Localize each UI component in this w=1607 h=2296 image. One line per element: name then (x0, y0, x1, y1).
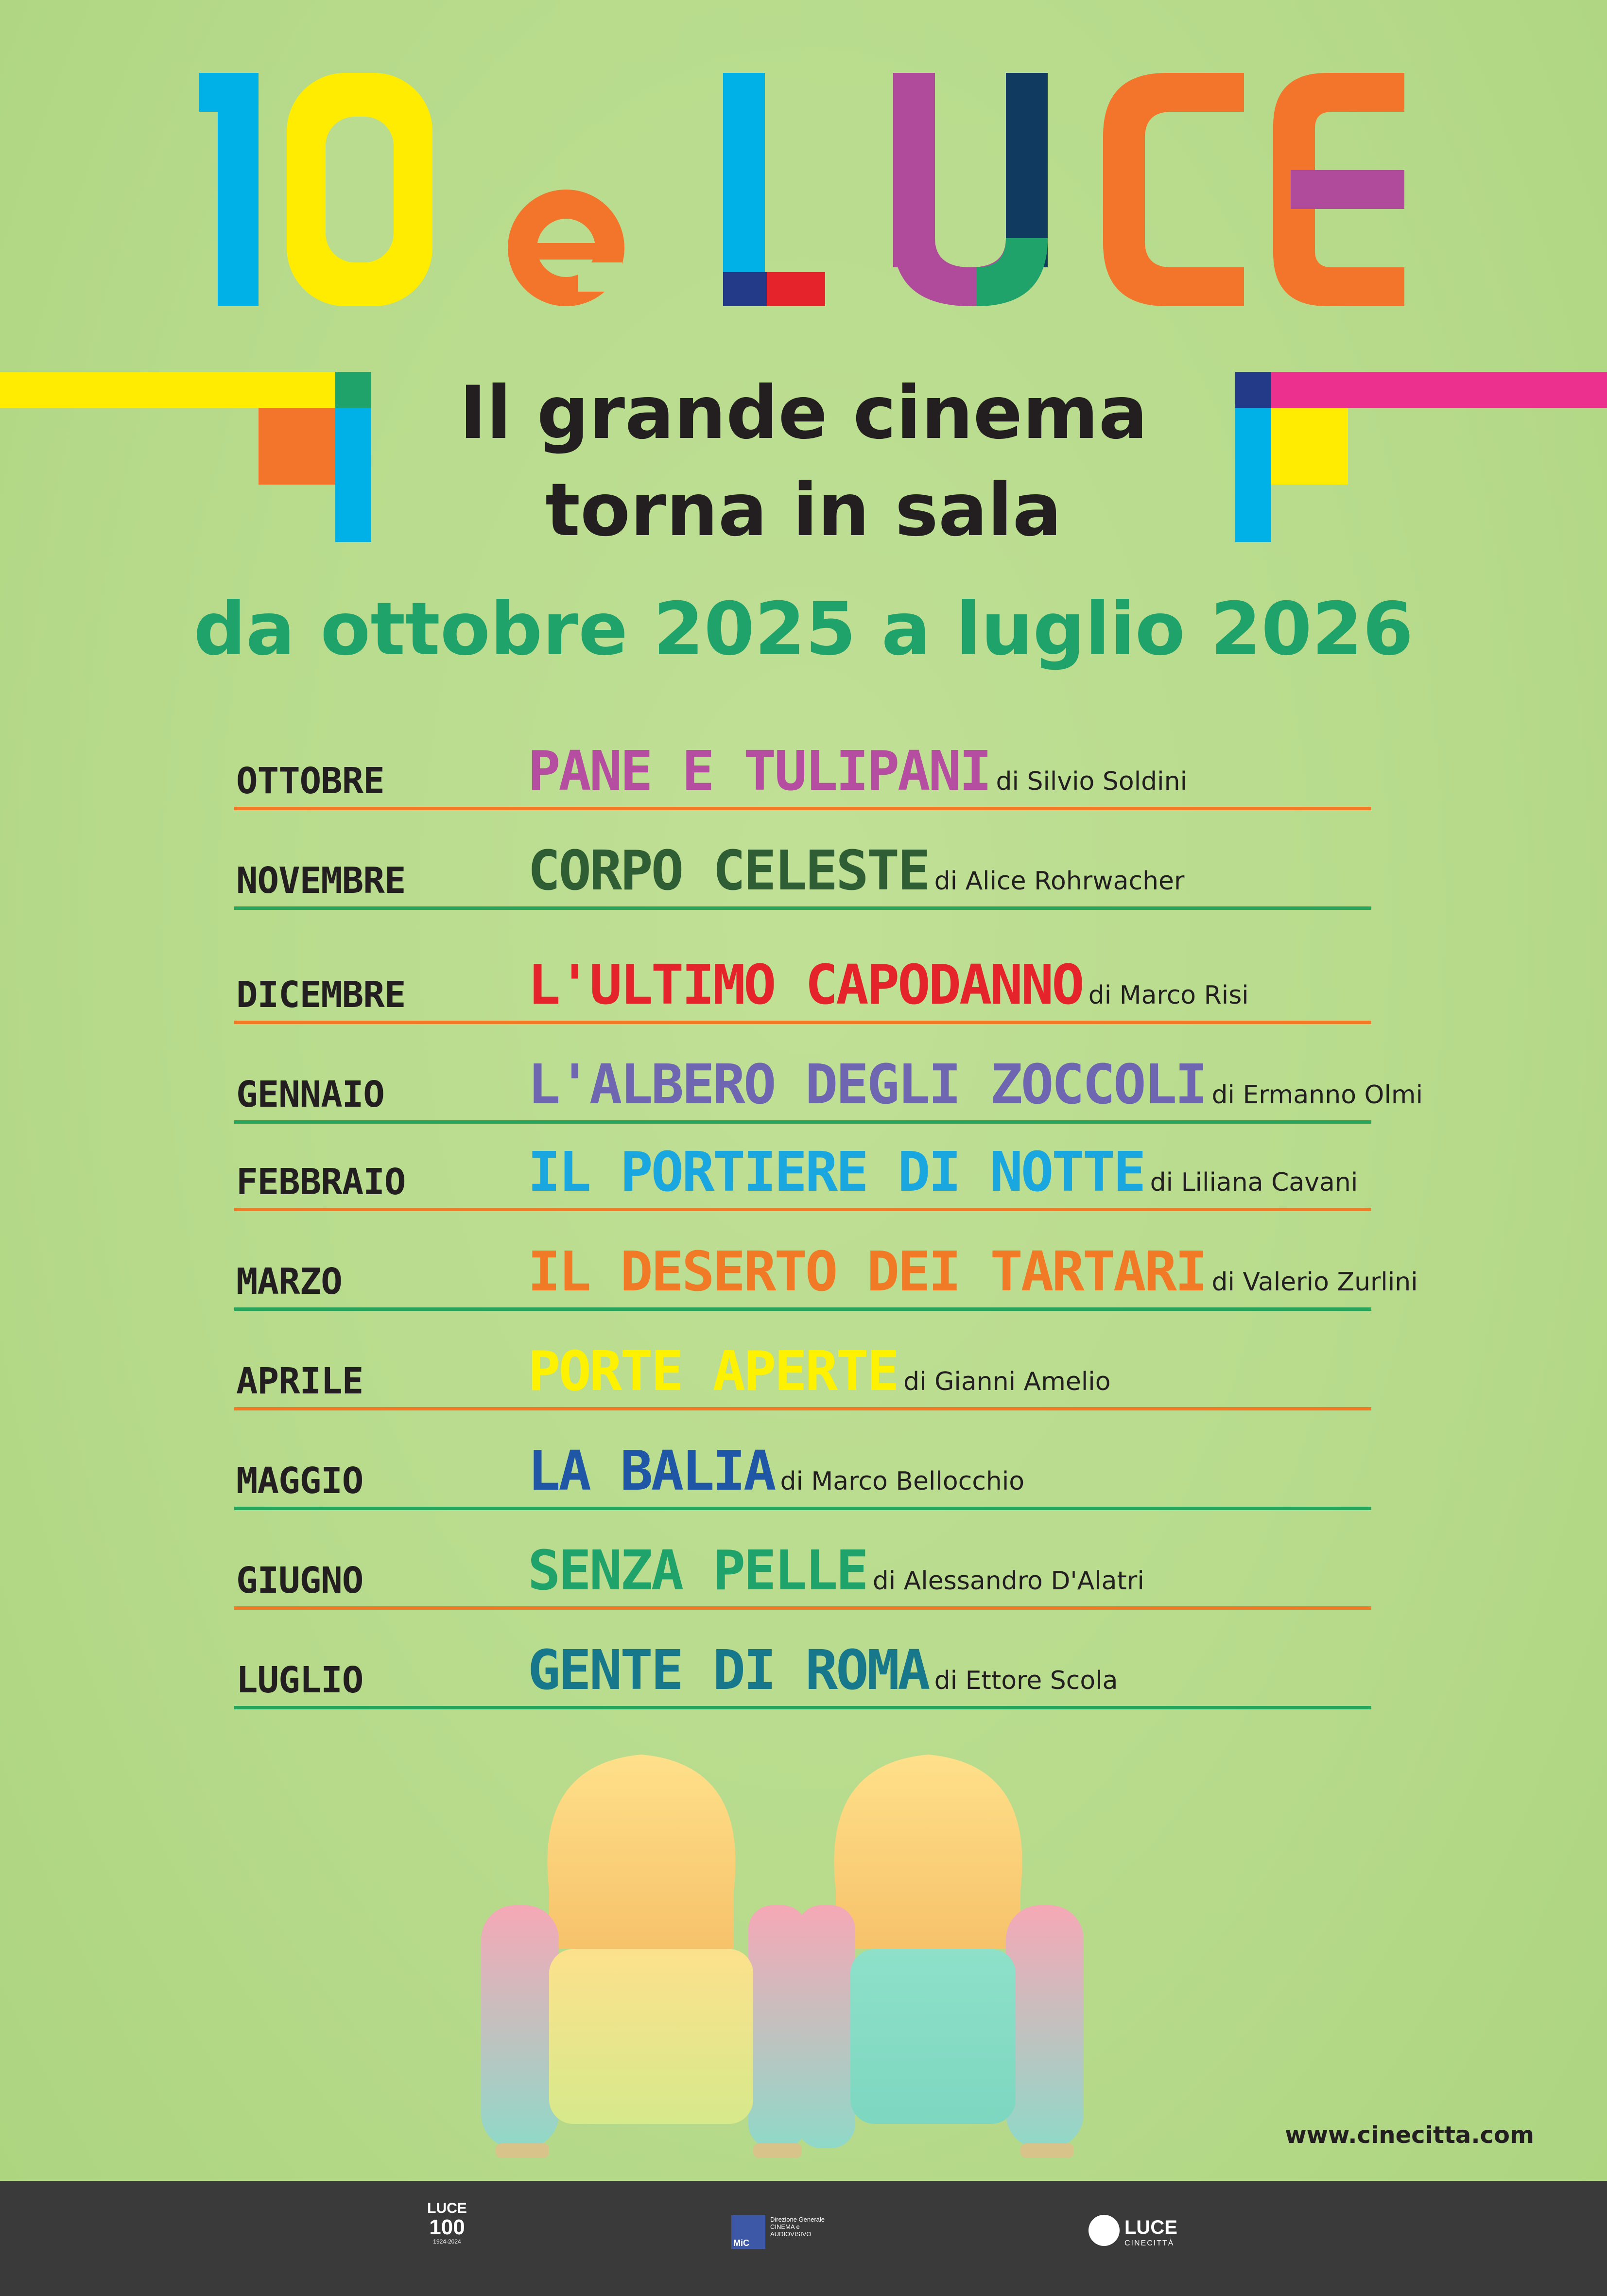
program-film (528, 1639, 1118, 1702)
subtitle-line-2: torna in sala (545, 468, 1062, 553)
program-film (528, 839, 1184, 903)
program-row (234, 839, 1371, 910)
program-film (528, 1141, 1358, 1204)
program-row (234, 1141, 1371, 1211)
program-month: GIUGNO (236, 1560, 363, 1601)
film-title: GENTE DI ROMA (528, 1639, 929, 1702)
film-title: IL PORTIERE DI NOTTE (528, 1141, 1144, 1204)
film-director: di Alessandro D'Alatri (872, 1566, 1144, 1596)
program-row (234, 1340, 1371, 1410)
main-title (0, 63, 1607, 326)
luce-cinecitta-name: LUCE (1124, 2217, 1177, 2238)
luce-100-name: LUCE (427, 2200, 467, 2216)
film-director: di Alice Rohrwacher (934, 867, 1185, 896)
film-title: PORTE APERTE (528, 1340, 898, 1403)
film-title: PANE E TULIPANI (528, 740, 990, 803)
film-director: di Valerio Zurlini (1211, 1268, 1418, 1297)
right-seat-cushion (850, 1949, 1016, 2124)
middle-armrest-right (797, 1905, 855, 2148)
mic-brand: MiC (733, 2238, 749, 2248)
program-row (234, 1639, 1371, 1709)
program-month: NOVEMBRE (236, 860, 406, 902)
subtitle-line-1: Il grande cinema (459, 371, 1148, 455)
film-title: L'ALBERO DEGLI ZOCCOLI (528, 1053, 1206, 1116)
luce-cinecitta-emblem (1089, 2215, 1120, 2246)
program-month: MARZO (236, 1261, 342, 1303)
date-range: da ottobre 2025 a luglio 2026 (193, 587, 1414, 672)
left-seat-cushion (549, 1949, 753, 2124)
left-armrest (481, 1905, 559, 2148)
film-title: LA BALIA (528, 1440, 775, 1503)
program-row (234, 1539, 1371, 1610)
program-month: APRILE (236, 1360, 363, 1402)
film-director: di Liliana Cavani (1150, 1168, 1358, 1197)
film-director: di Ettore Scola (934, 1666, 1118, 1695)
program-month: OTTOBRE (236, 760, 384, 802)
mic-logo (731, 2215, 838, 2259)
film-title: IL DESERTO DEI TARTARI (528, 1240, 1206, 1304)
right-seat-back (834, 1755, 1022, 1949)
film-director: di Marco Bellocchio (780, 1467, 1025, 1496)
program-month: LUGLIO (236, 1659, 363, 1701)
program-row (234, 954, 1371, 1024)
film-title: SENZA PELLE (528, 1539, 867, 1602)
program-row (234, 1053, 1423, 1124)
film-director: di Silvio Soldini (996, 767, 1188, 796)
website-url[interactable]: www.cinecitta.com (1285, 2122, 1534, 2149)
program-row (234, 1240, 1418, 1311)
right-armrest (1006, 1905, 1084, 2148)
luce-100-logo (418, 2200, 476, 2245)
program-film (528, 1240, 1418, 1304)
film-director: di Gianni Amelio (903, 1367, 1111, 1396)
program-film (528, 1539, 1144, 1602)
program-film (528, 1440, 1024, 1503)
luce-cinecitta-sub: CINECITTÀ (1124, 2239, 1175, 2247)
cinema-seats-illustration (437, 1745, 1166, 2163)
mic-text: Direzione Generale CINEMA e AUDIOVISIVO (770, 2216, 825, 2238)
program-month: GENNAIO (236, 1074, 384, 1115)
main-title-graphic (0, 63, 1607, 326)
program-row (234, 1440, 1371, 1510)
footer-bar (0, 2181, 1607, 2296)
program-month: FEBBRAIO (236, 1161, 406, 1203)
luce-100-mark: 100 (429, 2215, 465, 2239)
program-row (234, 740, 1371, 810)
program-month: DICEMBRE (236, 974, 406, 1016)
program-film (528, 1053, 1423, 1116)
film-director: di Ermanno Olmi (1211, 1080, 1423, 1110)
left-seat-back (547, 1755, 735, 1949)
program-film (528, 1340, 1111, 1403)
program-film (528, 740, 1187, 803)
program-month: MAGGIO (236, 1460, 363, 1502)
program-film (528, 954, 1249, 1017)
luce-100-years: 1924-2024 (433, 2238, 461, 2245)
film-title: L'ULTIMO CAPODANNO (528, 954, 1083, 1017)
film-director: di Marco Risi (1088, 981, 1249, 1010)
luce-cinecitta-logo (1089, 2215, 1195, 2254)
film-title: CORPO CELESTE (528, 839, 929, 903)
